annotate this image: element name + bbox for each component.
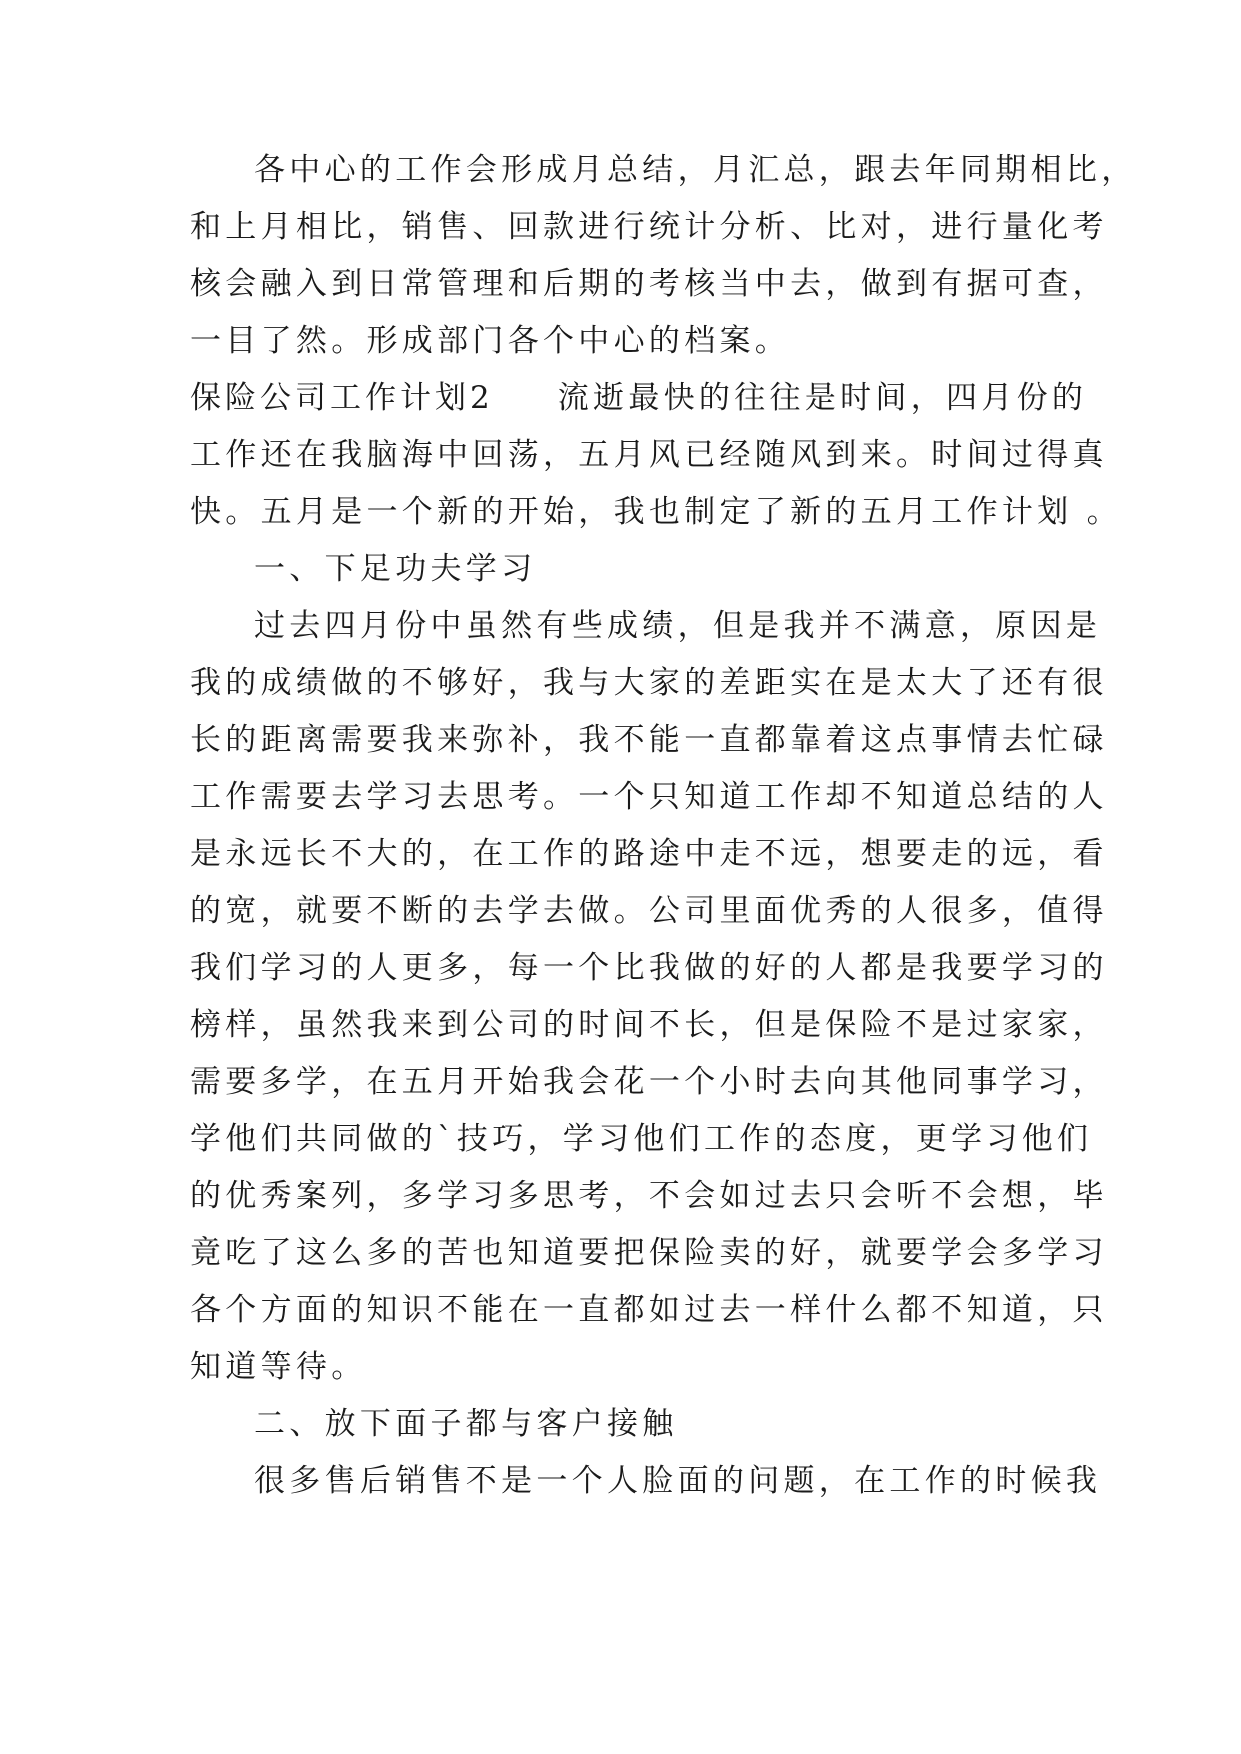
section-title: 保险公司工作计划2 bbox=[190, 380, 494, 416]
paragraph-line: 核会融入到日常管理和后期的考核当中去，做到有据可查， bbox=[190, 266, 1108, 302]
paragraph-line: 榜样，虽然我来到公司的时间不长，但是保险不是过家家， bbox=[190, 1007, 1108, 1043]
paragraph-line: 是永远长不大的，在工作的路途中走不远，想要走的远，看 bbox=[190, 836, 1108, 872]
paragraph-line: 和上月相比，销售、回款进行统计分析、比对，进行量化考 bbox=[190, 209, 1108, 245]
paragraph-line: 我的成绩做的不够好，我与大家的差距实在是太大了还有很 bbox=[190, 665, 1108, 701]
paragraph-line: 快。五月是一个新的开始，我也制定了新的五月工作计划 。 bbox=[190, 494, 1122, 530]
section-title-line bbox=[190, 378, 1088, 418]
paragraph-line: 各个方面的知识不能在一直都如过去一样什么都不知道，只 bbox=[190, 1292, 1108, 1328]
subheading: 一、下足功夫学习 bbox=[254, 551, 537, 587]
paragraph-line: 的优秀案列，多学习多思考，不会如过去只会听不会想，毕 bbox=[190, 1178, 1108, 1214]
paragraph-line: 的宽，就要不断的去学去做。公司里面优秀的人很多，值得 bbox=[190, 893, 1108, 929]
paragraph-line: 需要多学，在五月开始我会花一个小时去向其他同事学习， bbox=[190, 1064, 1108, 1100]
paragraph-line: 很多售后销售不是一个人脸面的问题，在工作的时候我 bbox=[254, 1463, 1102, 1499]
paragraph-line: 学他们共同做的`技巧，学习他们工作的态度，更学习他们 bbox=[190, 1121, 1093, 1157]
paragraph-line: 各中心的工作会形成月总结，月汇总，跟去年同期相比， bbox=[254, 152, 1137, 188]
paragraph-line: 一目了然。形成部门各个中心的档案。 bbox=[190, 323, 791, 359]
paragraph-line: 过去四月份中虽然有些成绩，但是我并不满意，原因是 bbox=[254, 608, 1102, 644]
paragraph-text: 流逝最快的往往是时间，四月份的 bbox=[557, 380, 1088, 416]
paragraph-line: 知道等待。 bbox=[190, 1349, 367, 1385]
subheading: 二、放下面子都与客户接触 bbox=[254, 1406, 678, 1442]
paragraph-line: 竟吃了这么多的苦也知道要把保险卖的好，就要学会多学习 bbox=[190, 1235, 1108, 1271]
paragraph-line: 我们学习的人更多，每一个比我做的好的人都是我要学习的 bbox=[190, 950, 1108, 986]
paragraph-line: 长的距离需要我来弥补，我不能一直都靠着这点事情去忙碌 bbox=[190, 722, 1108, 758]
paragraph-line: 工作需要去学习去思考。一个只知道工作却不知道总结的人 bbox=[190, 779, 1108, 815]
paragraph-line: 工作还在我脑海中回荡，五月风已经随风到来。时间过得真 bbox=[190, 437, 1108, 473]
